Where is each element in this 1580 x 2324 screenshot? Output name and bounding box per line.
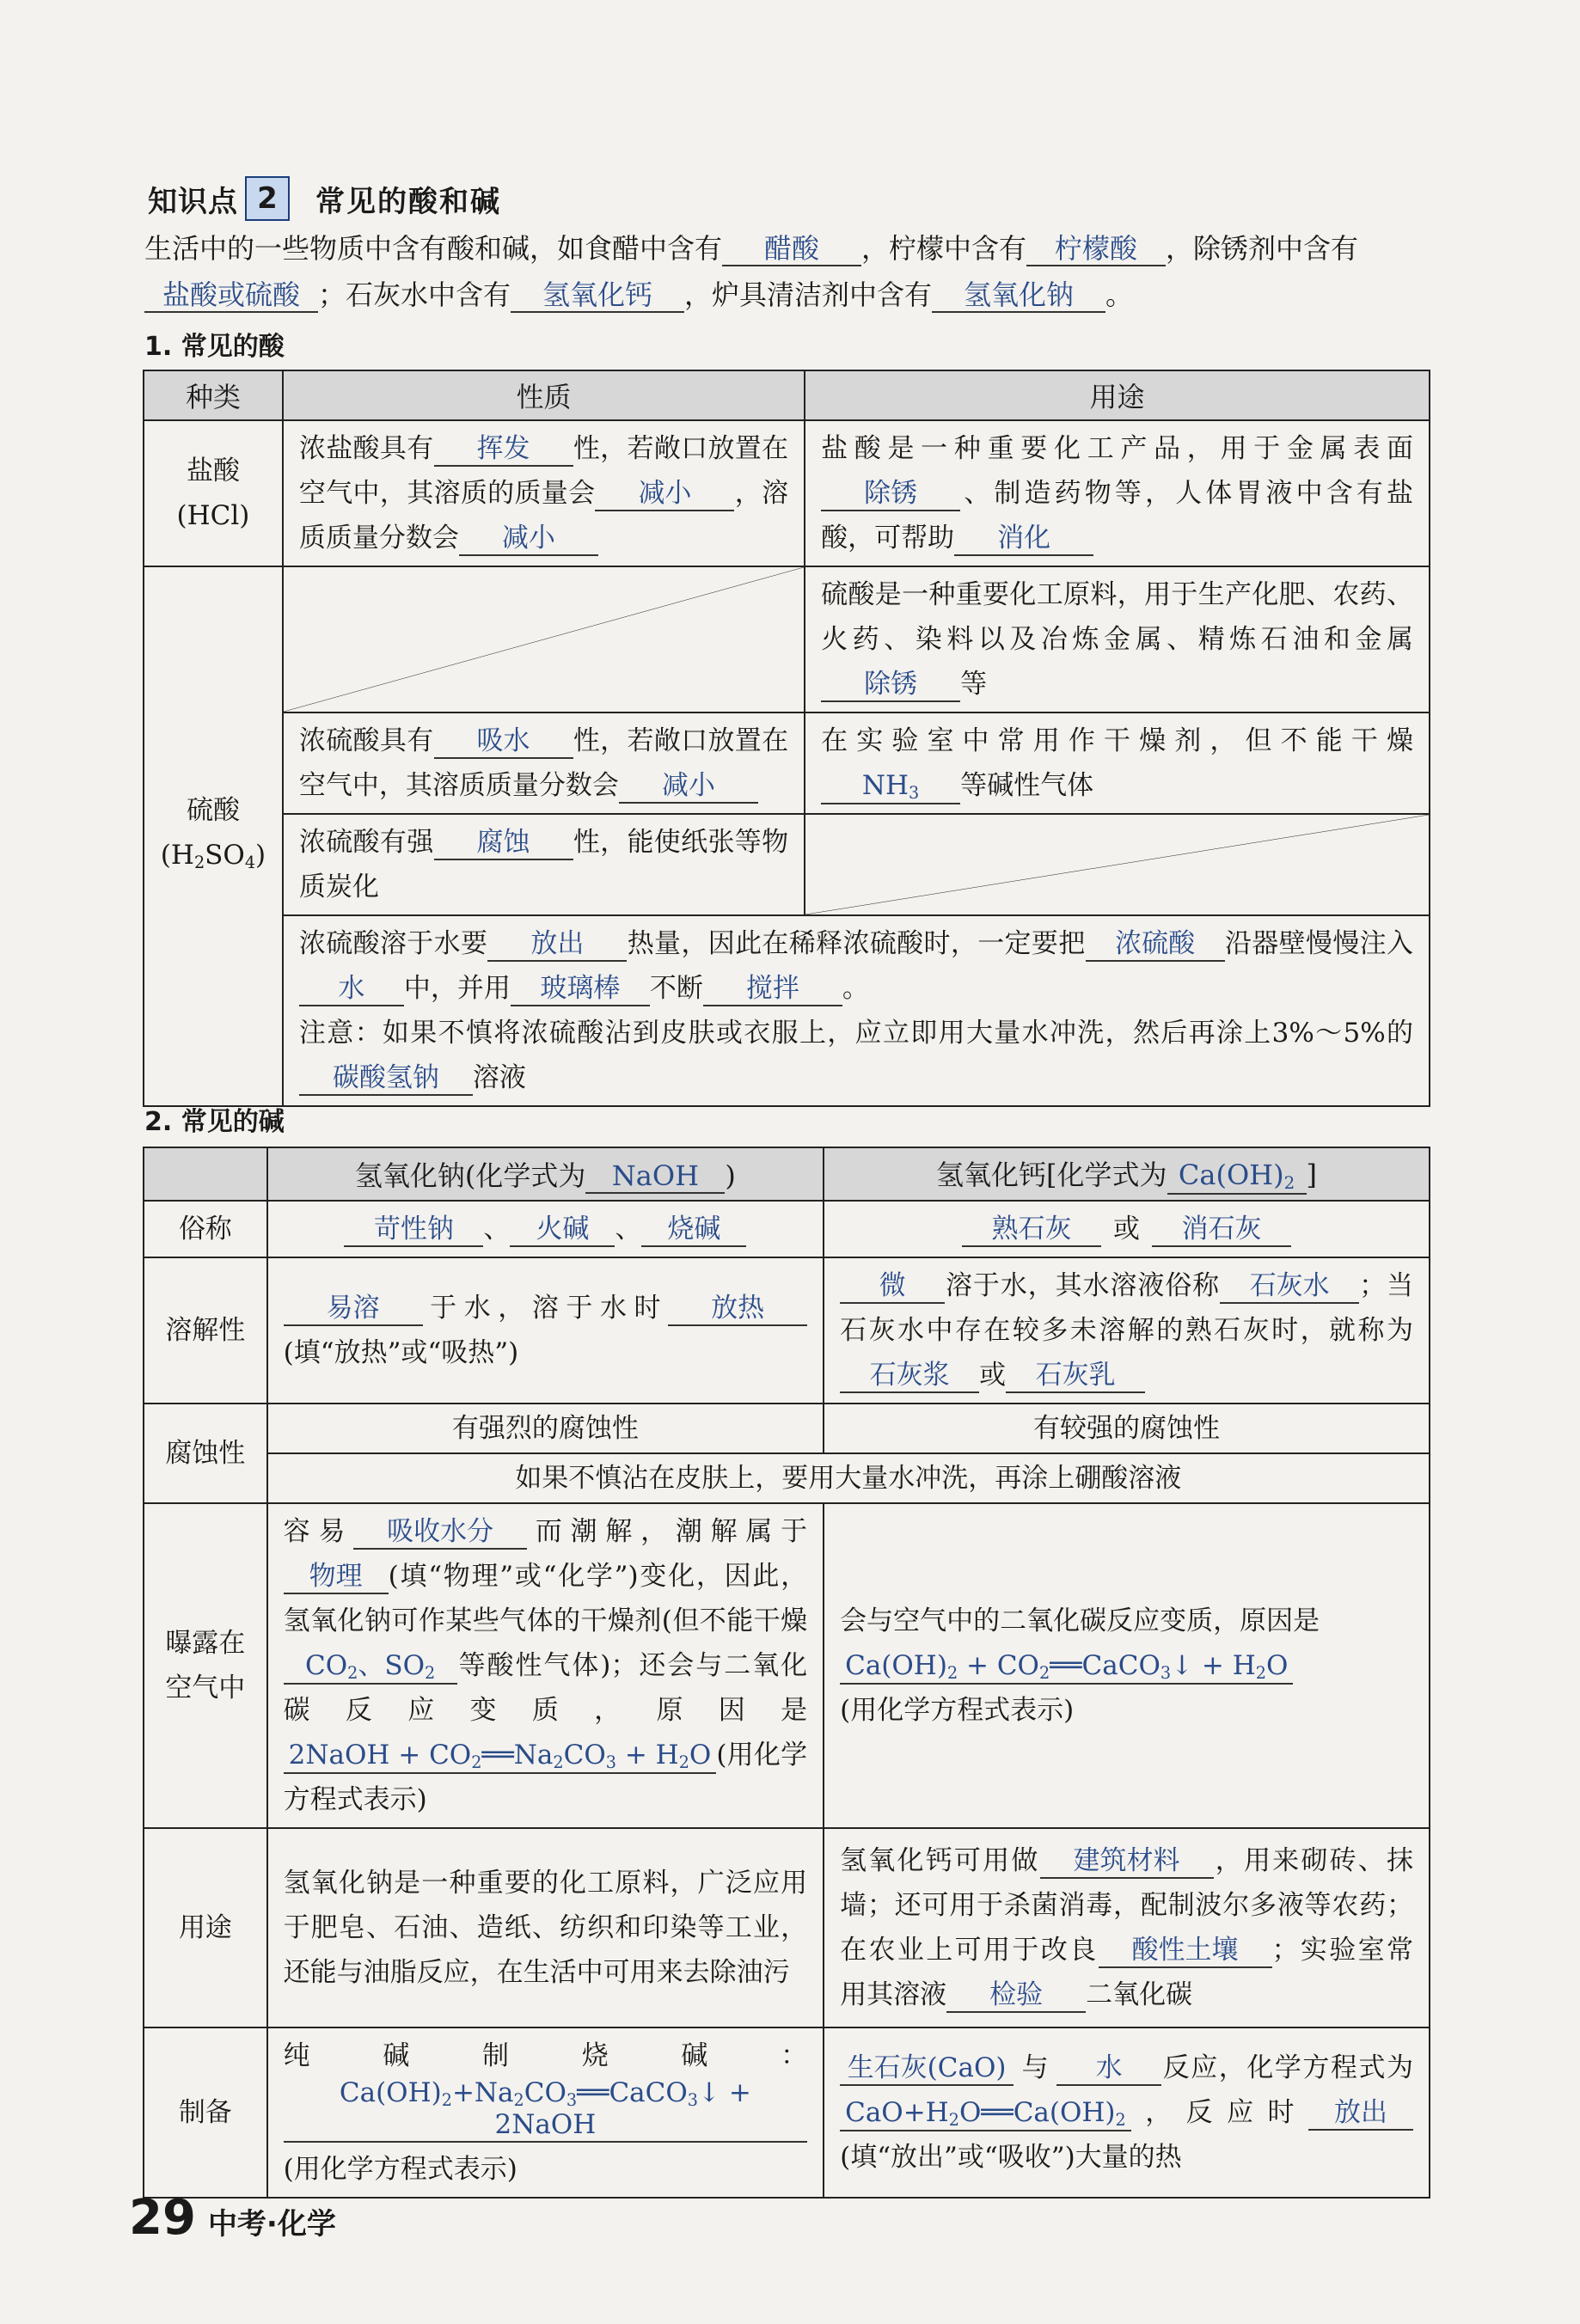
answer-blank: 苛性钠 [344,1214,483,1247]
formula-subscript: 3 [566,2089,578,2110]
h2so4-row-2 [144,712,1430,814]
text: 等 [960,669,988,700]
intro-text: 。 [1105,278,1134,311]
formula-subscript: 2 [678,1752,689,1772]
knowledge-point-label: 知识点 [148,184,238,219]
header-property: 性质 [283,370,805,420]
bases-table-header-row [144,1147,1430,1201]
formula-subscript: 3 [605,1752,616,1772]
hcl-use-cell [805,420,1430,566]
separator: 、 [358,1650,385,1681]
header-empty [144,1147,267,1201]
answer-blank: 火碱 [510,1214,615,1247]
text: 浓硫酸有强 [298,827,434,858]
formula-subscript: 4 [244,852,256,872]
formula-part: CO [524,2077,566,2108]
answer-blank: 盐酸或硫酸 [144,279,318,313]
text: 纯碱制烧碱： [283,2040,808,2071]
answer-blank: 腐蚀 [434,828,573,860]
text: 与 [1020,2052,1050,2083]
h2so4-use-cell-1 [805,566,1430,712]
answer-blank: 浓硫酸 [1086,929,1225,962]
formula-subscript: 2 [425,1662,436,1683]
formula-subscript: 2 [553,1752,564,1772]
header-use: 用途 [805,370,1430,420]
answer-equation [284,2078,807,2143]
answer-blank: 玻璃棒 [511,974,650,1006]
text: 浓硫酸溶于水要 [298,928,488,959]
hcl-name: 盐酸 [186,456,240,486]
text: ] [1306,1158,1318,1191]
empty-diagonal-cell [283,566,805,712]
text: (填“物理”或“化学”)变化，因此，氢氧化钠可作某些气体的干燥剂(但不能干燥 [283,1561,808,1636]
answer-blank: 水 [299,974,404,1006]
formula-part: CO [563,1740,606,1771]
answer-blank: 氢氧化钙 [511,279,684,313]
formula-paren: ) [255,839,266,871]
note-text: 注意：如果不慎将浓硫酸沾到皮肤或衣服上，应立即用大量水冲洗，然后再涂上3%～5%的 [298,1018,1413,1049]
caoh-common-name-cell [824,1201,1430,1257]
text: 浓硫酸具有 [298,725,434,756]
section-title-acids: 1. 常见的酸 [144,332,285,362]
h2so4-use-cell-2 [805,712,1430,814]
h2so4-row-1 [144,566,1430,712]
diagonal-line [284,567,804,712]
corrosive-row-1 [144,1404,1430,1453]
book-label: 中考·化学 [207,2207,336,2241]
page-number: 29 [129,2190,196,2246]
answer-blank: 石灰水 [1220,1271,1359,1304]
text: 二氧化碳 [1086,1979,1193,2010]
row-label-line: 曝露在 [165,1628,246,1659]
text: (用化学方程式表示) [283,2153,517,2185]
answer-equation [840,2098,1131,2131]
bases-table [143,1147,1430,2199]
text: 热量，因此在稀释浓硫酸时，一定要把 [627,928,1086,959]
caoh-solubility-cell [824,1257,1430,1404]
row-label: 俗称 [144,1201,267,1257]
h2so4-dilution-cell [283,915,1430,1106]
answer-blank: NaOH [585,1160,725,1194]
knowledge-point-title: 常见的酸和碱 [315,184,501,219]
formula-part: ↓ + H [1171,1650,1256,1681]
row-label: 溶解性 [144,1257,267,1404]
note-text: 溶液 [472,1062,526,1093]
answer-blank: 建筑材料 [1040,1846,1214,1879]
answer-equation [284,1740,717,1774]
answer-blank: 放出 [487,929,627,962]
preparation-row [144,2027,1430,2198]
corrosive-row-2 [144,1453,1430,1503]
diagonal-line [805,815,1429,914]
row-label: 用途 [144,1828,267,2027]
formula-part: +Na [451,2077,514,2108]
caoh-preparation-cell [824,2027,1430,2198]
answer-blank: 放出 [1308,2098,1413,2131]
formula-part: CaO+H [845,2096,949,2128]
formula-subscript: 3 [909,782,920,803]
row-label: 腐蚀性 [144,1404,267,1503]
naoh-preparation-cell [267,2027,824,2198]
section-title-bases: 2. 常见的碱 [144,1107,285,1137]
formula-part: ↓ + 2NaOH [494,2077,751,2140]
answer-blank: 物理 [284,1562,389,1594]
formula-subscript: 2 [1038,1662,1050,1683]
text: 硫酸是一种重要化工原料，用于生产化肥、农药、火药、染料以及冶炼金属、精炼石油和金属 [821,579,1413,655]
page-footer [129,2190,336,2246]
text: ，反应时 [1130,2096,1308,2128]
formula-subscript: 2 [948,2109,959,2130]
answer-blank: 醋酸 [722,233,861,266]
formula-part: CaCO [609,2077,688,2108]
text: (填“放出”或“吸收”)大量的热 [840,2141,1182,2173]
text: 等碱性气体 [960,770,1094,801]
naoh-uses-cell: 氢氧化钠是一种重要的化工原料，广泛应用于肥皂、石油、造纸、纺织和印染等工业，还能与油脂反应，在生活中可用来去除油污 [267,1828,824,2027]
formula-subscript: 2 [441,2089,452,2110]
naoh-common-name-cell [267,1201,824,1257]
h2so4-property-cell-3 [283,814,805,915]
h2so4-name-cell [144,566,283,1106]
formula-part: NH [861,770,909,801]
formula-subscript: 2 [1255,1662,1267,1683]
answer-blank: 放热 [668,1293,807,1326]
intro-text: ；石灰水中含有 [318,278,511,311]
equation-arrow: ══ [1050,1650,1082,1681]
answer-blank: 除锈 [821,670,960,702]
text: ；实验室常用其溶液 [840,1935,1414,2010]
text: 而潮解，潮解属于 [527,1516,808,1547]
answer-blank [284,1651,457,1685]
text: 等酸性气体)；还会与二氧化碳反应变质，原因是 [283,1650,808,1726]
h2so4-row-4 [144,915,1430,1106]
formula-part: SO [205,839,245,871]
answer-blank: 除锈 [821,479,960,511]
formula-part: + H [615,1740,679,1771]
answer-blank: 消化 [954,523,1093,556]
formula-part: 2NaOH + CO [288,1740,472,1771]
text: 氢氧化钙[化学式为 [936,1158,1167,1191]
formula-subscript: 2 [347,1662,358,1683]
text: ；当石灰水中存在较多未溶解的熟石灰时，就称为 [840,1270,1414,1346]
exposure-row [144,1503,1430,1828]
intro-text: ，柠檬中含有 [861,232,1027,265]
answer-blank: 减小 [619,771,758,804]
equation-arrow: ══ [481,1740,514,1771]
acids-table [143,370,1430,1107]
answer-blank: 石灰乳 [1006,1361,1145,1393]
separator: 或 [1113,1214,1141,1245]
solubility-row [144,1257,1430,1404]
text: 中，并用 [403,973,511,1004]
naoh-exposure-cell [267,1503,824,1828]
answer-blank [1167,1159,1307,1196]
answer-blank: 检验 [946,1980,1086,2013]
h2so4-name: 硫酸 [186,794,240,826]
text: 容易 [283,1516,354,1547]
intro-paragraph [144,225,1434,318]
equation-arrow: ══ [981,2096,1014,2128]
formula-subscript: 3 [687,2089,699,2110]
answer-blank: 烧碱 [641,1214,746,1247]
answer-blank: 搅拌 [703,974,842,1006]
text: 盐酸是一种重要化工产品，用于金属表面 [821,433,1413,464]
caoh-uses-cell [824,1828,1430,2027]
formula-subscript: 2 [513,2089,524,2110]
hcl-row [144,420,1430,566]
formula-part: Ca(OH) [339,2077,442,2108]
answer-blank: 消石灰 [1152,1214,1291,1247]
formula-part: Ca(OH) [1178,1158,1284,1191]
answer-blank [821,771,960,804]
text: 于水，溶于水时 [422,1293,669,1324]
intro-text: 生活中的一些物质中含有酸和碱，如食醋中含有 [144,232,723,265]
uses-row [144,1828,1430,2027]
formula-subscript: 3 [1160,1662,1172,1683]
answer-blank: 水 [1056,2053,1161,2086]
h2so4-row-3 [144,814,1430,915]
text: 浓盐酸具有 [298,433,434,464]
h2so4-property-cell-2 [283,712,805,814]
text: 。 [842,973,869,1004]
header-category: 种类 [144,370,283,420]
answer-blank: 减小 [595,479,734,511]
text: 氢氧化钠(化学式为 [354,1159,586,1192]
hcl-formula: HCl [187,500,240,531]
formula-part: Na [513,1740,554,1771]
text: 性，若敞口放置在空气中，其溶质的质量会 [298,433,789,509]
answer-blank: 减小 [459,523,598,556]
text: 反应，化学方程式为 [1161,2052,1414,2083]
formula-part: CO [305,1650,348,1681]
text: 会与空气中的二氧化碳反应变质，原因是 [840,1605,1320,1636]
common-name-row [144,1201,1430,1257]
answer-blank: 生石灰(CaO) [840,2053,1014,2086]
answer-blank: 易溶 [284,1293,423,1326]
text: 、制造药物等，人体胃液中含有盐酸，可帮助 [821,478,1413,553]
formula-part: Ca(OH) [1013,2096,1116,2128]
naoh-solubility-cell [267,1257,824,1404]
text: 或 [979,1360,1007,1391]
formula-part: + CO [958,1650,1039,1681]
text: 性，能使纸张等物质炭化 [298,827,789,902]
separator: 、 [615,1214,642,1245]
acids-table-header-row [144,370,1430,420]
naoh-corrosive-cell: 有强烈的腐蚀性 [267,1404,824,1453]
hcl-name-cell [144,420,283,566]
corrosive-shared-cell: 如果不慎沾在皮肤上，要用大量水冲洗，再涂上硼酸溶液 [267,1453,1430,1503]
empty-diagonal-cell [805,814,1430,915]
row-label-line: 空气中 [165,1673,246,1703]
formula-subscript: 2 [1283,1172,1295,1193]
formula-part: Ca(OH) [845,1650,947,1681]
header-naoh [267,1147,824,1201]
formula-part: CaCO [1081,1650,1161,1681]
knowledge-point-header [148,176,501,221]
answer-blank: 熟石灰 [962,1214,1101,1247]
answer-blank: 挥发 [434,434,573,467]
row-label: 制备 [144,2027,267,2198]
answer-blank: 酸性土壤 [1099,1936,1272,1968]
row-label [144,1503,267,1828]
formula-paren: ( [160,839,171,871]
formula-subscript: 2 [471,1752,482,1772]
intro-text: ，炉具清洁剂中含有 [684,278,933,311]
text: 溶于水，其水溶液俗称 [945,1270,1221,1301]
text: ，溶质质量分数会 [298,478,789,553]
hcl-property-cell [283,420,805,566]
answer-blank: 微 [840,1271,945,1304]
answer-blank: 吸水 [434,726,573,759]
hcl-formula-close: ) [239,500,250,531]
answer-blank: 柠檬酸 [1026,233,1166,266]
separator: 、 [483,1214,511,1245]
answer-blank: 氢氧化钠 [932,279,1105,313]
text: 不断 [649,973,703,1004]
header-caoh [824,1147,1430,1201]
equation-arrow: ══ [577,2077,609,2108]
formula-part: O [1266,1650,1289,1681]
answer-equation [840,1651,1293,1685]
text: 在实验室中常用作干燥剂，但不能干燥 [821,725,1413,756]
text: ，用来砌砖、抹墙；还可用于杀菌消毒，配制波尔多液等农药；在农业上可用于改良 [840,1845,1413,1966]
formula-subscript: 2 [1115,2109,1126,2130]
text: (用化学方程式表示) [840,1695,1075,1726]
hcl-formula-open: ( [176,500,187,531]
text: (填“放热”或“吸热”) [283,1337,519,1368]
intro-text: ，除锈剂中含有 [1166,232,1359,265]
formula-subscript: 2 [946,1662,958,1683]
formula-subscript: 2 [193,852,205,872]
caoh-corrosive-cell: 有较强的腐蚀性 [824,1404,1430,1453]
text: 氢氧化钙可用做 [840,1845,1040,1876]
formula-part: H [170,839,194,871]
text: 性，若敞口放置在空气中，其溶质质量分数会 [298,725,789,801]
answer-blank: 石灰浆 [840,1361,979,1393]
text: (用化学方程式表示) [283,1740,808,1815]
answer-blank: 吸收水分 [353,1517,527,1550]
formula-part: SO [384,1650,426,1681]
text: ) [725,1159,736,1192]
text: 沿器壁慢慢注入 [1224,928,1414,959]
knowledge-point-number: 2 [245,176,290,221]
formula-part: O [689,1740,712,1771]
caoh-exposure-cell [824,1503,1430,1828]
formula-part: O [958,2096,982,2128]
answer-blank: 碳酸氢钠 [299,1063,473,1096]
